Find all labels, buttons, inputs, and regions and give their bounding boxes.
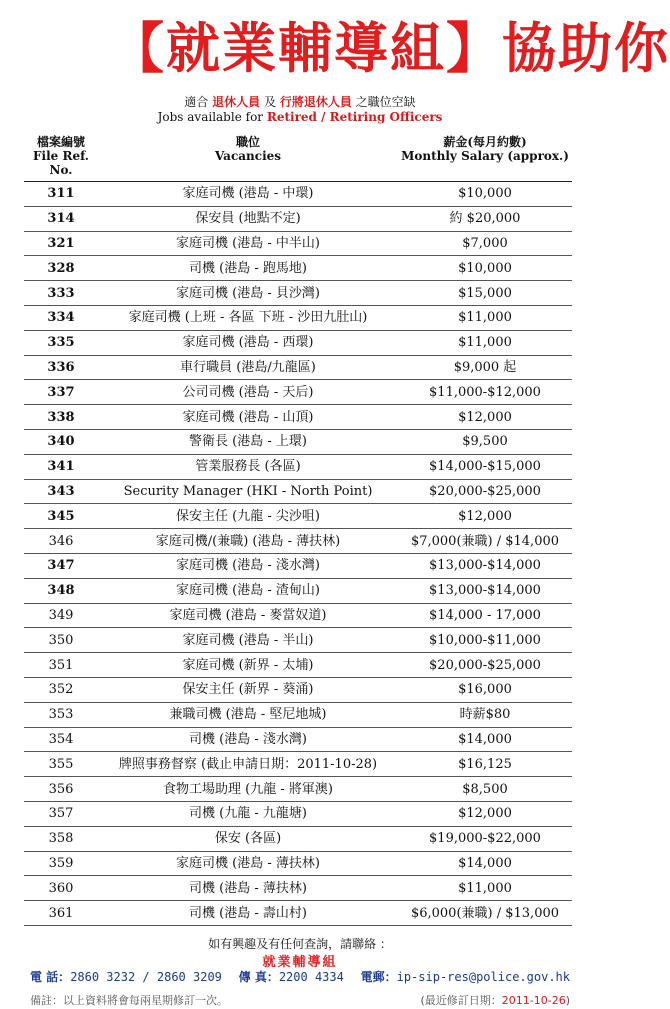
salary-cell: $19,000-$22,000 (398, 826, 572, 851)
vacancy-cell: 保安主任 (新界 - 葵涌) (98, 677, 398, 702)
subtitle-zh (0, 95, 600, 109)
vacancy-cell: 家庭司機 (港島 - 中半山) (98, 231, 398, 256)
subtitle-en-highlight: Retired / Retiring Officers (266, 110, 443, 124)
file-ref-cell: 351 (24, 653, 98, 678)
vacancy-cell: 家庭司機 (港島 - 貝沙灣) (98, 281, 398, 306)
file-ref-cell: 358 (24, 826, 98, 851)
header-salary-zh: 薪金(每月約數) (443, 135, 527, 149)
salary-cell: $11,000 (398, 876, 572, 901)
footer (30, 992, 570, 1006)
file-ref-cell: 340 (24, 429, 98, 454)
table-row (24, 752, 572, 777)
salary-cell: 時薪$80 (398, 702, 572, 727)
footer-updated-close: ) (565, 994, 570, 1007)
salary-cell: $14,000 (398, 851, 572, 876)
subtitle-post: 之職位空缺 (355, 95, 416, 109)
salary-cell: $7,000 (398, 231, 572, 256)
footer-updated-label: (最近修訂日期： (420, 994, 502, 1007)
table-row (24, 182, 572, 207)
file-ref-cell: 336 (24, 355, 98, 380)
vacancy-cell: 警衛長 (港島 - 上環) (98, 429, 398, 454)
salary-cell: $13,000-$14,000 (398, 553, 572, 578)
fax-label: 傳 真： (238, 970, 279, 984)
salary-cell: $7,000(兼職) / $14,000 (398, 529, 572, 554)
vacancy-cell: 保安 (各區) (98, 826, 398, 851)
table-row (24, 330, 572, 355)
salary-cell: $11,000 (398, 305, 572, 330)
file-ref-cell: 360 (24, 876, 98, 901)
vacancy-cell: 食物工場助理 (九龍 - 將軍澳) (98, 777, 398, 802)
salary-cell: $16,125 (398, 752, 572, 777)
contact-question: 如有興趣及有任何查詢，請聯絡 ： (208, 937, 392, 951)
file-ref-cell: 328 (24, 256, 98, 281)
email-label: 電郵： (360, 970, 397, 984)
file-ref-cell: 355 (24, 752, 98, 777)
phone-block (30, 968, 222, 984)
salary-cell: $8,500 (398, 777, 572, 802)
salary-cell: $11,000-$12,000 (398, 380, 572, 405)
table-row (24, 454, 572, 479)
salary-cell: $20,000-$25,000 (398, 653, 572, 678)
vacancy-cell: 家庭司機 (港島 - 淺水灣) (98, 553, 398, 578)
table-row (24, 702, 572, 727)
file-ref-cell: 321 (24, 231, 98, 256)
fax-block (239, 968, 344, 984)
subtitle-en (0, 110, 600, 124)
footer-note: 備註：以上資料將會每兩星期修訂一次。 (30, 994, 228, 1007)
file-ref-cell: 335 (24, 330, 98, 355)
vacancy-cell: 司機 (港島 - 壽山村) (98, 901, 398, 926)
table-row (24, 355, 572, 380)
vacancy-cell: 管業服務長 (各區) (98, 454, 398, 479)
vacancy-cell: 保安員 (地點不定) (98, 206, 398, 231)
file-ref-cell: 357 (24, 801, 98, 826)
file-ref-cell: 314 (24, 206, 98, 231)
table-row (24, 529, 572, 554)
vacancy-cell: 保安主任 (九龍 - 尖沙咀) (98, 504, 398, 529)
subtitle-pre: 適合 (184, 95, 209, 109)
page-title-banner: 【就業輔導組】協助你 (110, 17, 670, 80)
header-salary (398, 133, 572, 182)
table-row (24, 405, 572, 430)
salary-cell: $14,000 - 17,000 (398, 603, 572, 628)
file-ref-cell: 356 (24, 777, 98, 802)
vacancy-cell: 司機 (港島 - 薄扶林) (98, 876, 398, 901)
vacancy-cell: 家庭司機 (港島 - 薄扶林) (98, 851, 398, 876)
vacancy-cell: 司機 (港島 - 淺水灣) (98, 727, 398, 752)
file-ref-cell: 341 (24, 454, 98, 479)
table-row (24, 281, 572, 306)
table-row (24, 628, 572, 653)
file-ref-cell: 349 (24, 603, 98, 628)
subtitle-and: 及 (263, 95, 276, 109)
subtitle-retiring: 行將退休人員 (279, 95, 352, 109)
salary-cell: $20,000-$25,000 (398, 479, 572, 504)
file-ref-cell: 348 (24, 578, 98, 603)
email-block (361, 968, 570, 984)
salary-cell: $14,000 (398, 727, 572, 752)
vacancy-cell: 家庭司機 (港島 - 麥當奴道) (98, 603, 398, 628)
salary-cell: $9,000 起 (398, 355, 572, 380)
salary-cell: $12,000 (398, 405, 572, 430)
header-vacancies-en: Vacancies (214, 149, 282, 163)
table-row (24, 727, 572, 752)
vacancy-cell: 家庭司機 (港島 - 西環) (98, 330, 398, 355)
salary-cell: $11,000 (398, 330, 572, 355)
table-row (24, 479, 572, 504)
salary-cell: $6,000(兼職) / $13,000 (398, 901, 572, 926)
subtitle-retired: 退休人員 (212, 95, 261, 109)
header-salary-en: Monthly Salary (approx.) (401, 149, 569, 163)
subtitle-en-pre: Jobs available for (157, 110, 264, 124)
table-row (24, 777, 572, 802)
file-ref-cell: 338 (24, 405, 98, 430)
table-row (24, 901, 572, 926)
vacancy-cell: 家庭司機 (新界 - 太埔) (98, 653, 398, 678)
header-vacancies-zh: 職位 (235, 135, 260, 149)
salary-cell: $10,000-$11,000 (398, 628, 572, 653)
table-row (24, 851, 572, 876)
table-row (24, 603, 572, 628)
table-header-row (24, 133, 572, 182)
file-ref-cell: 311 (24, 182, 98, 207)
table-row (24, 801, 572, 826)
vacancy-cell: 家庭司機 (港島 - 半山) (98, 628, 398, 653)
file-ref-cell: 346 (24, 529, 98, 554)
table-row (24, 206, 572, 231)
vacancy-cell: 家庭司機 (上班 - 各區 下班 - 沙田九肚山) (98, 305, 398, 330)
file-ref-cell: 333 (24, 281, 98, 306)
footer-updated (420, 992, 570, 1006)
vacancy-cell: 家庭司機/(兼職) (港島 - 薄扶林) (98, 529, 398, 554)
salary-cell: $14,000-$15,000 (398, 454, 572, 479)
salary-cell: $15,000 (398, 281, 572, 306)
vacancy-cell: 司機 (九龍 - 九龍塘) (98, 801, 398, 826)
table-row (24, 231, 572, 256)
file-ref-cell: 361 (24, 901, 98, 926)
header-file-ref (24, 133, 98, 182)
table-row (24, 504, 572, 529)
table-row (24, 256, 572, 281)
footer-updated-date: 2011-10-26 (501, 994, 566, 1007)
header-file-ref-en: File Ref. No. (33, 149, 89, 177)
table-row (24, 876, 572, 901)
file-ref-cell: 352 (24, 677, 98, 702)
table-row (24, 380, 572, 405)
salary-cell: $16,000 (398, 677, 572, 702)
table-row (24, 553, 572, 578)
file-ref-cell: 350 (24, 628, 98, 653)
vacancy-cell: 家庭司機 (港島 - 中環) (98, 182, 398, 207)
file-ref-cell: 354 (24, 727, 98, 752)
vacancy-cell: 牌照事務督察 (截止申請日期：2011-10-28) (98, 752, 398, 777)
salary-cell: 約 $20,000 (398, 206, 572, 231)
vacancy-cell: 司機 (港島 - 跑馬地) (98, 256, 398, 281)
contact-details (30, 968, 570, 984)
vacancy-cell: 家庭司機 (港島 - 山頂) (98, 405, 398, 430)
salary-cell: $13,000-$14,000 (398, 578, 572, 603)
table-row (24, 653, 572, 678)
table-row (24, 305, 572, 330)
vacancy-cell: 車行職員 (港島/九龍區) (98, 355, 398, 380)
file-ref-cell: 353 (24, 702, 98, 727)
file-ref-cell: 347 (24, 553, 98, 578)
file-ref-cell: 334 (24, 305, 98, 330)
file-ref-cell: 345 (24, 504, 98, 529)
salary-cell: $9,500 (398, 429, 572, 454)
table-row (24, 578, 572, 603)
vacancy-cell: 家庭司機 (港島 - 渣甸山) (98, 578, 398, 603)
fax-number: 2200 4334 (278, 970, 344, 984)
table-row (24, 826, 572, 851)
email-address[interactable]: ip-sip-res@police.gov.hk (396, 970, 570, 984)
header-vacancies (98, 133, 398, 182)
salary-cell: $12,000 (398, 801, 572, 826)
vacancy-cell: Security Manager (HKI - North Point) (98, 479, 398, 504)
table-row (24, 429, 572, 454)
vacancy-cell: 公司司機 (港島 - 天后) (98, 380, 398, 405)
file-ref-cell: 343 (24, 479, 98, 504)
contact-unit: 就業輔導組 (262, 955, 338, 970)
vacancy-cell: 兼職司機 (港島 - 堅尼地城) (98, 702, 398, 727)
header-file-ref-zh: 檔案編號 (36, 135, 85, 149)
table-row (24, 677, 572, 702)
salary-cell: $10,000 (398, 256, 572, 281)
file-ref-cell: 359 (24, 851, 98, 876)
file-ref-cell: 337 (24, 380, 98, 405)
phone-number[interactable]: 2860 3232 / 2860 3209 (70, 970, 222, 984)
salary-cell: $12,000 (398, 504, 572, 529)
salary-cell: $10,000 (398, 182, 572, 207)
phone-label: 電 話： (30, 970, 71, 984)
vacancies-table (24, 133, 572, 926)
